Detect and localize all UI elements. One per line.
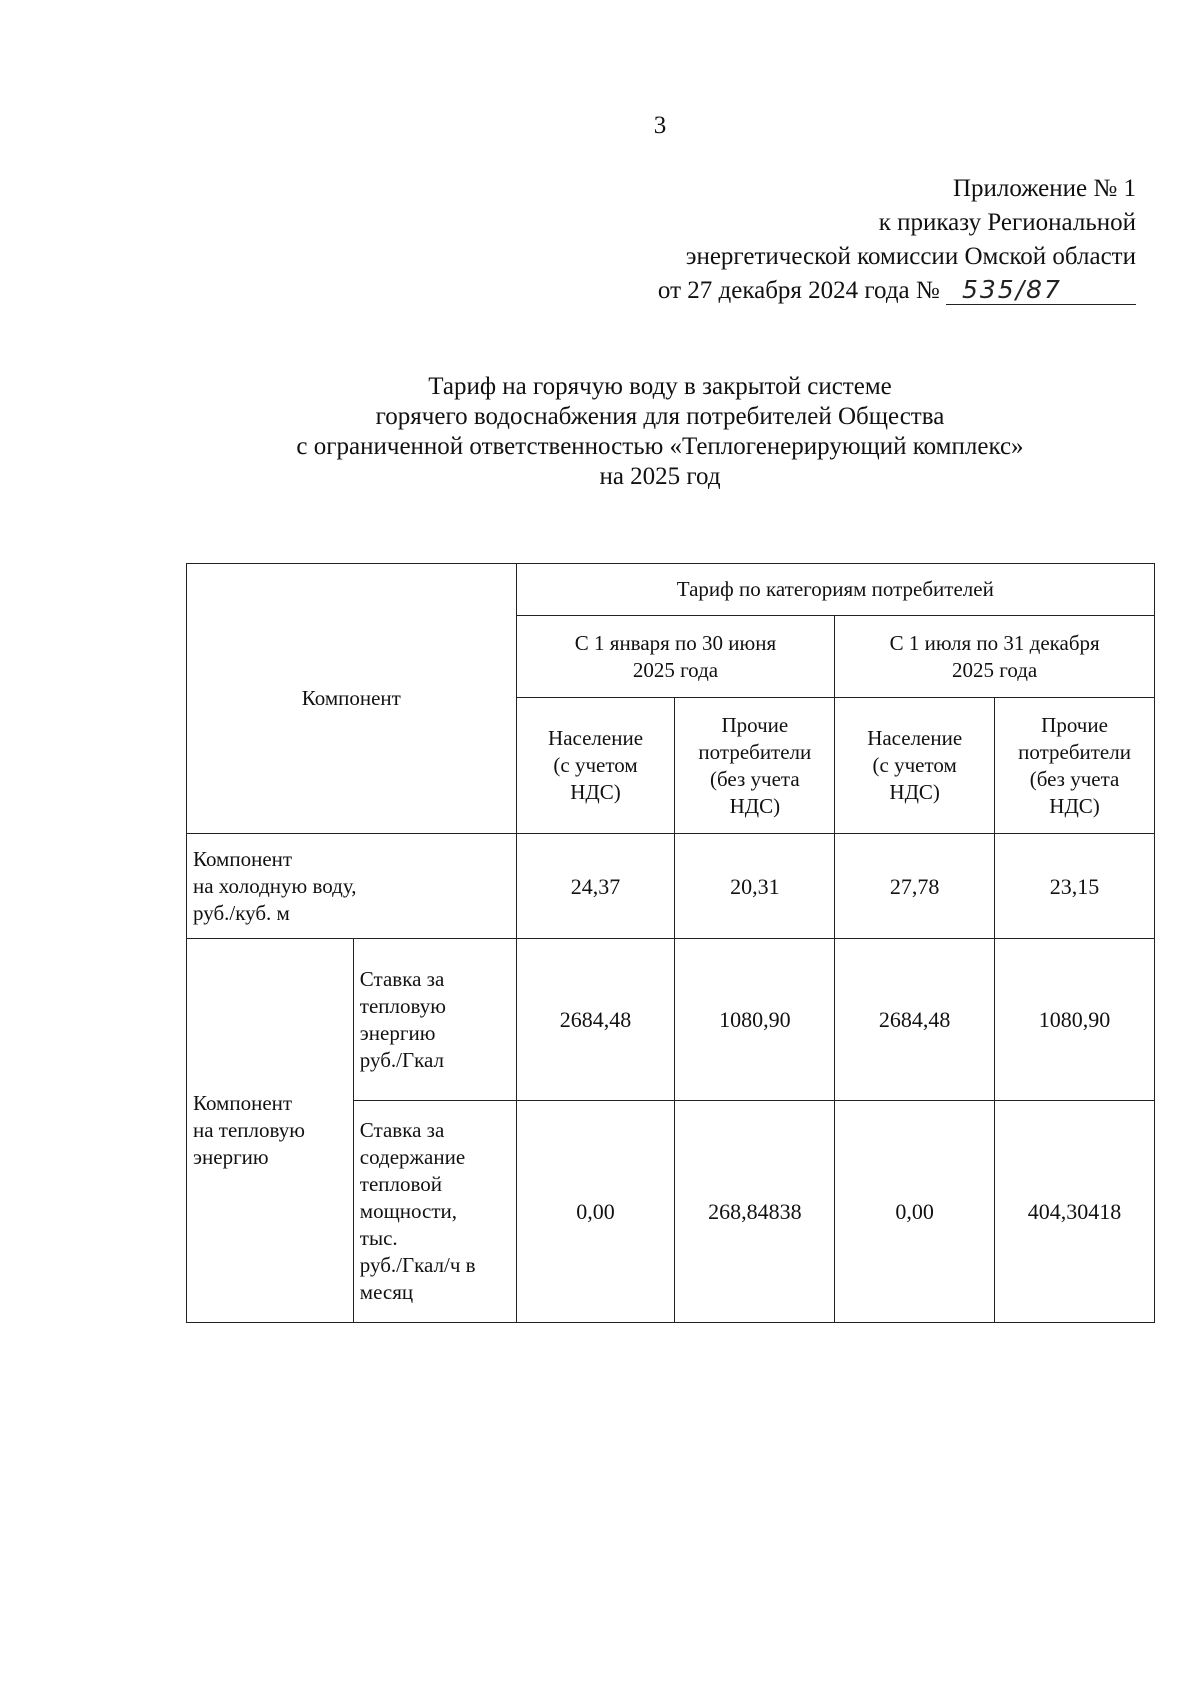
heat-rate-label: тепловую (359, 993, 446, 1018)
tariff-header: Тариф по категориям потребителей (676, 577, 994, 601)
capacity-rate-value: 404,30418 (995, 1101, 1155, 1323)
consumer-header-population-2 (835, 698, 995, 834)
table-row-cold-water (187, 834, 1155, 939)
tariff-table (186, 563, 1155, 1323)
heat-energy-label: на тепловую (193, 1118, 305, 1142)
capacity-rate-label: Ставка за (359, 1118, 445, 1142)
heat-rate-value: 1080,90 (995, 939, 1155, 1101)
heat-energy-label: Компонент (193, 1091, 293, 1115)
capacity-rate-label: руб./Гкал/ч в (359, 1253, 476, 1277)
heat-rate-label: энергию (359, 1020, 436, 1045)
consumer-label: Население (548, 726, 644, 750)
table-row-heat-rate (187, 939, 1155, 1101)
period-1-header (516, 616, 835, 698)
capacity-rate-label: тыс. (359, 1226, 398, 1250)
consumer-header-other-1 (675, 698, 835, 834)
capacity-rate-label: содержание (359, 1145, 466, 1169)
consumer-header-other-2 (995, 698, 1155, 834)
period-1-line-1: С 1 января по 30 июня (574, 630, 777, 655)
consumer-label: НДС) (729, 793, 781, 818)
heat-rate-label: руб./Гкал (359, 1047, 445, 1072)
cold-water-value: 27,78 (835, 834, 995, 939)
tariff-header-cell (516, 564, 1154, 616)
title-line-4: на 2025 год (599, 463, 721, 490)
cold-water-value: 20,31 (675, 834, 835, 939)
period-2-header (835, 616, 1155, 698)
consumer-label: Прочие (721, 712, 789, 737)
appendix-block (658, 172, 1136, 308)
order-number-handwritten: 535/87 (946, 276, 1136, 305)
consumer-label: НДС) (1049, 793, 1100, 818)
capacity-rate-value: 0,00 (835, 1101, 995, 1323)
consumer-header-population-1 (516, 698, 675, 834)
appendix-line-2: к приказу Региональной (878, 209, 1136, 236)
period-2-line-1: С 1 июля по 31 декабря (889, 630, 1100, 655)
capacity-rate-label: месяц (359, 1280, 414, 1304)
heat-energy-label-cell (187, 939, 354, 1323)
consumer-label: (без учета (710, 766, 800, 791)
order-date-text: от 27 декабря 2024 года № (657, 277, 940, 304)
page-number: 3 (653, 112, 667, 139)
heat-rate-value: 2684,48 (516, 939, 675, 1101)
heat-energy-label: энергию (193, 1145, 269, 1169)
consumer-label: НДС) (570, 780, 621, 804)
cold-water-label: Компонент (193, 846, 293, 871)
cold-water-value: 23,15 (995, 834, 1155, 939)
title-line-3: с ограниченной ответственностью «Теплогенерирующий комплекс» (296, 433, 1024, 460)
consumer-label: НДС) (889, 780, 940, 804)
consumer-label: (без учета (1029, 766, 1120, 791)
capacity-rate-value: 0,00 (516, 1101, 675, 1323)
appendix-line-4 (658, 274, 1136, 308)
consumer-label: (с учетом (872, 753, 957, 777)
capacity-rate-label: тепловой (359, 1172, 443, 1196)
cold-water-label: на холодную воду, (193, 873, 357, 898)
capacity-rate-label-cell (353, 1101, 516, 1323)
period-2-line-2: 2025 года (952, 657, 1038, 682)
heat-rate-label-cell (353, 939, 516, 1101)
cold-water-label: руб./куб. м (193, 900, 290, 925)
heat-rate-value: 1080,90 (675, 939, 835, 1101)
period-1-line-2: 2025 года (632, 657, 719, 682)
consumer-label: Население (867, 726, 963, 750)
consumer-label: потребители (698, 739, 812, 764)
consumer-label: Прочие (1041, 712, 1108, 737)
consumer-label: потребители (1018, 739, 1131, 764)
appendix-line-3: энергетической комиссии Омской области (685, 243, 1136, 270)
consumer-label: (с учетом (553, 753, 638, 777)
document-title (0, 372, 1200, 492)
cold-water-value: 24,37 (516, 834, 675, 939)
heat-rate-value: 2684,48 (835, 939, 995, 1101)
component-header: Компонент (301, 686, 401, 710)
heat-rate-label: Ставка за (359, 966, 445, 991)
appendix-line-1: Приложение № 1 (952, 175, 1136, 202)
capacity-rate-label: мощности, (359, 1199, 458, 1223)
title-line-1: Тариф на горячую воду в закрытой системе (428, 373, 892, 400)
cold-water-label-cell (187, 834, 517, 939)
title-line-2: горячего водоснабжения для потребителей Общества (375, 403, 945, 430)
capacity-rate-value: 268,84838 (675, 1101, 835, 1323)
component-header-cell (187, 564, 517, 834)
